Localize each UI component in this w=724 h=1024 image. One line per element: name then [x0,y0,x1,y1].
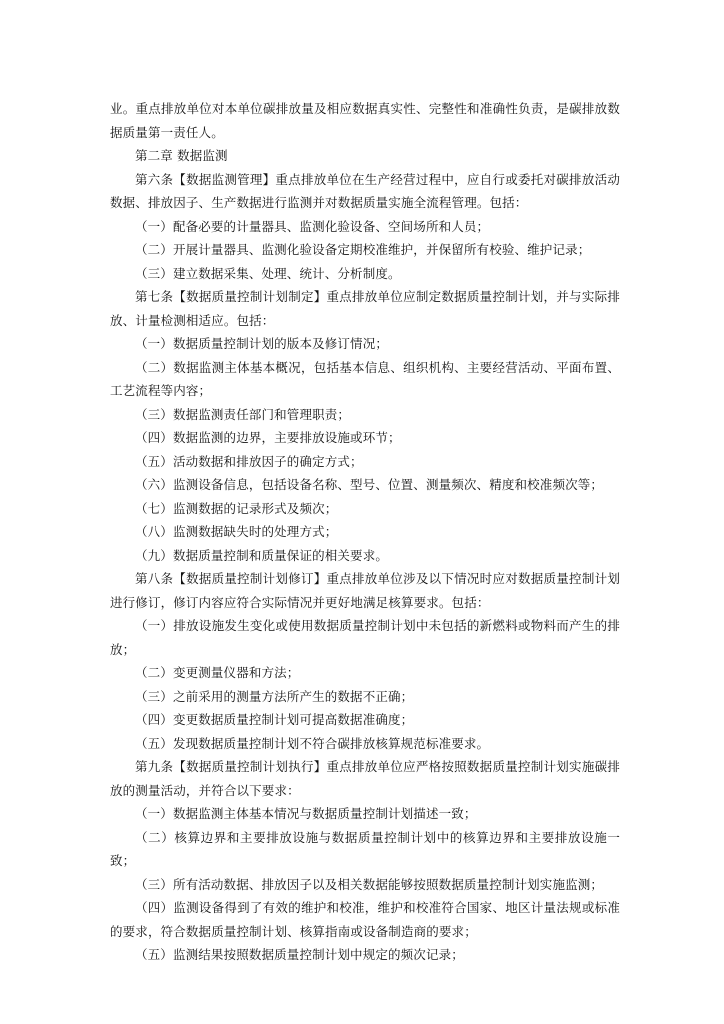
article-9-item-4: （四）监测设备得到了有效的维护和校准，维护和校准符合国家、地区计量法规或标准的要求，符合数据质量控制计划、核算指南或设备制造商的要求； [110,900,620,939]
article-8-item-5: （五）发现数据质量控制计划不符合碳排放核算规范标准要求。 [135,735,490,751]
chapter-heading: 第二章 数据监测 [135,148,228,163]
article-7-item-8: （八）监测数据缺失时的处理方式； [135,524,338,539]
article-8: 第八条【数据质量控制计划修订】重点排放单位涉及以下情况时应对数据质量控制计划进行修订，修订内容应符合实际情况并更好地满足核算要求。包括： [110,571,620,610]
paragraph-continuation: 业。重点排放单位对本单位碳排放量及相应数据真实性、完整性和准确性负责，是碳排放数据质量第一责任人。 [110,101,620,140]
article-9: 第九条【数据质量控制计划执行】重点排放单位应严格按照数据质量控制计划实施碳排放的测量活动，并符合以下要求： [110,759,620,798]
article-9-item-3: （三）所有活动数据、排放因子以及相关数据能够按照数据质量控制计划实施监测； [135,876,604,892]
article-7: 第七条【数据质量控制计划制定】重点排放单位应制定数据质量控制计划，并与实际排放、计量检测相适应。包括： [110,289,620,328]
article-7-item-6: （六）监测设备信息，包括设备名称、型号、位置、测量频次、精度和校准频次等； [135,477,604,492]
article-8-item-3: （三）之前采用的测量方法所产生的数据不正确； [135,688,414,704]
article-7-item-5: （五）活动数据和排放因子的确定方式； [135,453,363,469]
article-9-item-1: （一）数据监测主体基本情况与数据质量控制计划描述一致； [135,806,477,821]
article-6-item-2: （二）开展计量器具、监测化验设备定期校准维护，并保留所有校验、维护记录； [135,242,591,257]
article-6: 第六条【数据监测管理】重点排放单位在生产经营过程中，应自行或委托对碳排放活动数据、排放因子、生产数据进行监测并对数据质量实施全流程管理。包括： [110,171,620,210]
article-8-item-1: （一）排放设施发生变化或使用数据质量控制计划中未包括的新燃料或物料而产生的排放； [110,618,620,657]
article-7-item-1: （一）数据质量控制计划的版本及修订情况； [135,336,389,351]
article-8-item-2: （二）变更测量仪器和方法； [135,665,300,680]
article-6-item-1: （一）配备必要的计量器具、监测化验设备、空间场所和人员； [135,218,490,234]
document-page [110,97,620,967]
article-9-item-2: （二）核算边界和主要排放设施与数据质量控制计划中的核算边界和主要排放设施一致； [110,829,620,868]
article-7-item-4: （四）数据监测的边界，主要排放设施或环节； [135,430,401,445]
article-6-item-3: （三）建立数据采集、处理、统计、分析制度。 [135,265,401,281]
article-7-item-9: （九）数据质量控制和质量保证的相关要求。 [135,547,389,563]
article-9-item-5: （五）监测结果按照数据质量控制计划中规定的频次记录； [135,947,464,962]
article-7-item-7: （七）监测数据的记录形式及频次； [135,500,338,516]
article-7-item-3: （三）数据监测责任部门和管理职责； [135,406,351,422]
article-8-item-4: （四）变更数据质量控制计划可提高数据准确度； [135,712,414,727]
article-7-item-2: （二）数据监测主体基本概况，包括基本信息、组织机构、主要经营活动、平面布置、工艺流程等内容； [110,359,620,398]
